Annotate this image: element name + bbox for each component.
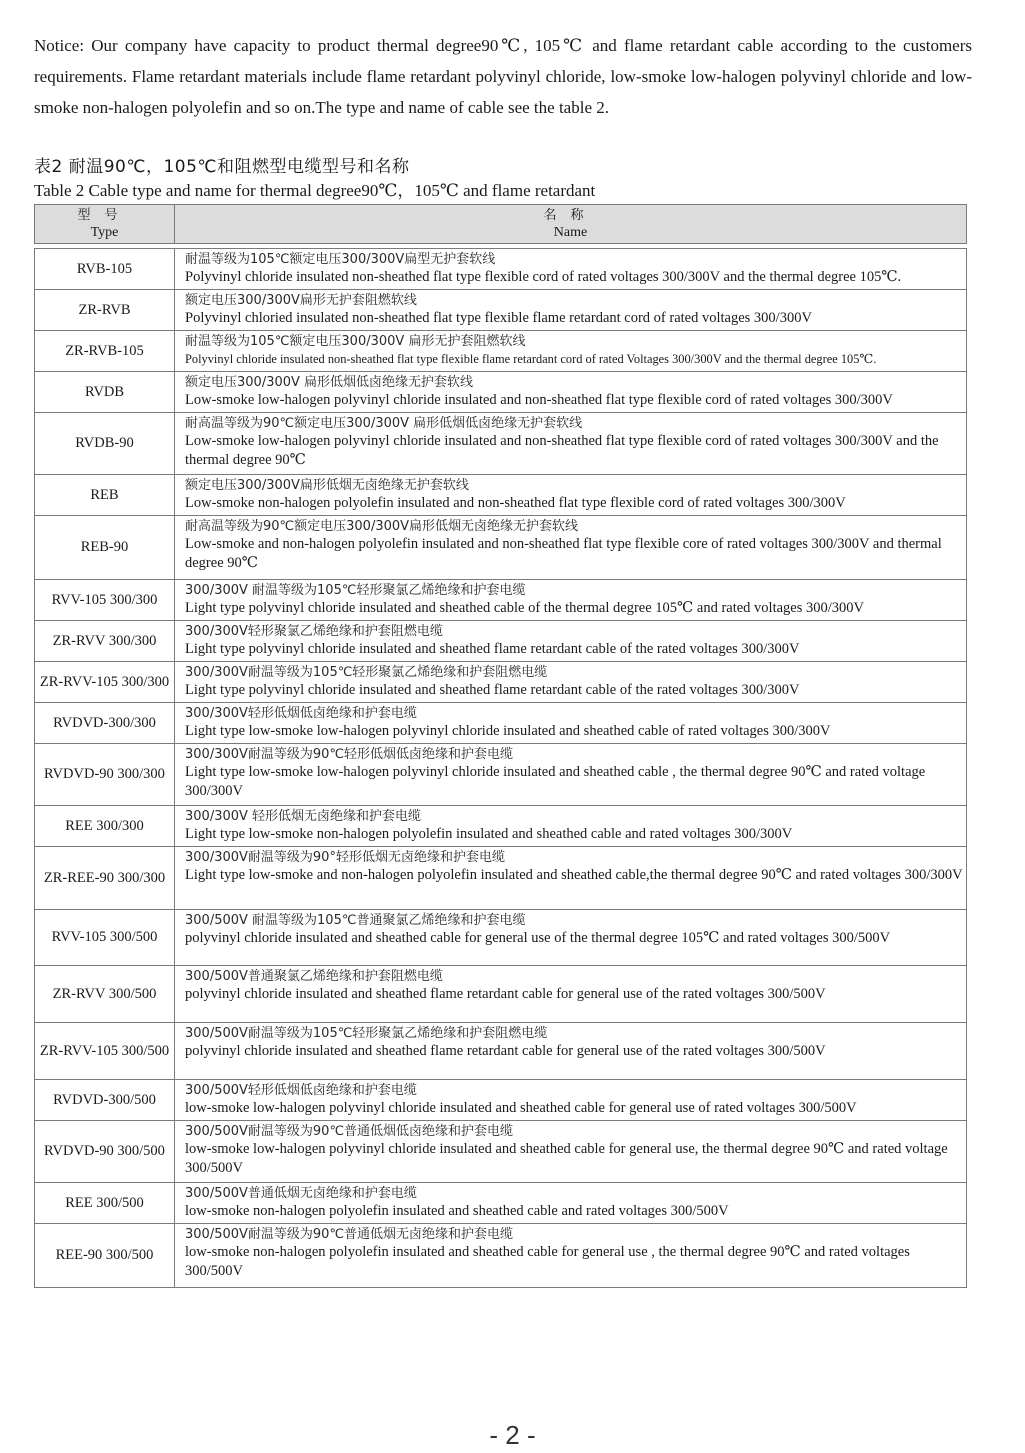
cable-type: ZR-RVV-105 300/500	[35, 1023, 175, 1080]
name-chinese: 额定电压300/300V 扁形低烟低卤绝缘无护套软线	[185, 375, 474, 390]
name-english: Polyvinyl chloride insulated non-sheathed flat type flexible cord of rated voltages 300/300V and the thermal degree 105℃.	[185, 269, 902, 285]
name-english: Light type low-smoke low-halogen polyvinyl chloride insulated and sheathed cable , the thermal degree 90℃ and rated voltage 300/300V	[185, 764, 926, 799]
name-english: low-smoke non-halogen polyolefin insulated and sheathed cable and rated voltages 300/500V	[185, 1203, 729, 1219]
cable-name	[175, 580, 967, 621]
name-header-chinese: 名称	[543, 208, 598, 223]
cable-name	[175, 1023, 967, 1080]
table-row	[35, 744, 967, 806]
cable-type: ZR-REE-90 300/300	[35, 847, 175, 910]
name-chinese: 额定电压300/300V扁形低烟无卤绝缘无护套软线	[185, 478, 469, 493]
notice-paragraph: Notice: Our company have capacity to product thermal degree90℃, 105℃ and flame retardant cable according to the customers requirements. Flame retardant materials include flame retardant polyvinyl chloride, low-smoke low-halogen polyvinyl chloride and low-smoke non-halogen polyolefin and so on.The type and name of cable see the table 2.	[34, 36, 972, 117]
name-chinese: 耐高温等级为90℃额定电压300/300V扁形低烟无卤绝缘无护套软线	[185, 519, 579, 534]
table-row	[35, 662, 967, 703]
cable-name	[175, 331, 967, 372]
name-chinese: 300/300V轻形低烟低卤绝缘和护套电缆	[185, 706, 417, 721]
name-chinese: 300/500V耐温等级为90℃普通低烟低卤绝缘和护套电缆	[185, 1124, 514, 1139]
name-chinese: 300/300V耐温等级为90°轻形低烟无卤绝缘和护套电缆	[185, 850, 505, 865]
name-chinese: 300/500V耐温等级为90℃普通低烟无卤绝缘和护套电缆	[185, 1227, 514, 1242]
name-english: Low-smoke and non-halogen polyolefin insulated and non-sheathed flat type flexible core of rated voltages 300/300V and thermal degree 90℃	[185, 536, 942, 571]
cable-name	[175, 249, 967, 290]
cable-type: REE-90 300/500	[35, 1224, 175, 1288]
name-chinese: 300/500V耐温等级为105℃轻形聚氯乙烯绝缘和护套阻燃电缆	[185, 1026, 548, 1041]
name-english: Low-smoke non-halogen polyolefin insulated and non-sheathed flat type flexible cord of rated voltages 300/300V	[185, 495, 846, 511]
type-header-english: Type	[90, 225, 119, 240]
cable-name	[175, 1121, 967, 1183]
cable-name	[175, 413, 967, 475]
name-english: Light type polyvinyl chloride insulated and sheathed flame retardant cable of the rated voltages 300/300V	[185, 682, 800, 698]
name-chinese: 耐温等级为105℃额定电压300/300V 扁形无护套阻燃软线	[185, 334, 526, 349]
table-row	[35, 1080, 967, 1121]
table-row	[35, 475, 967, 516]
table-row	[35, 621, 967, 662]
cable-name	[175, 621, 967, 662]
cable-type: REB-90	[35, 516, 175, 580]
table-row	[35, 249, 967, 290]
table-row	[35, 847, 967, 910]
cable-type: ZR-RVV-105 300/300	[35, 662, 175, 703]
name-english: low-smoke low-halogen polyvinyl chloride insulated and sheathed cable for general use of rated voltages 300/500V	[185, 1100, 857, 1116]
cable-type: RVB-105	[35, 249, 175, 290]
cable-name	[175, 475, 967, 516]
cable-type: RVDB	[35, 372, 175, 413]
page-number: - 2 -	[489, 1420, 536, 1450]
cable-type: REE 300/300	[35, 806, 175, 847]
name-chinese: 300/500V轻形低烟低卤绝缘和护套电缆	[185, 1083, 417, 1098]
type-header-chinese: 型号	[77, 208, 132, 223]
name-english: low-smoke non-halogen polyolefin insulated and sheathed cable for general use , the thermal degree 90℃ and rated voltages 300/500V	[185, 1244, 910, 1279]
cable-type: RVDVD-90 300/500	[35, 1121, 175, 1183]
table-row	[35, 966, 967, 1023]
name-english: low-smoke low-halogen polyvinyl chloride insulated and sheathed cable for general use, the thermal degree 90℃ and rated voltage 300/500V	[185, 1141, 948, 1176]
name-chinese: 300/500V普通低烟无卤绝缘和护套电缆	[185, 1186, 417, 1201]
table-row	[35, 1023, 967, 1080]
cable-name	[175, 1080, 967, 1121]
table-row	[35, 1121, 967, 1183]
name-english: Low-smoke low-halogen polyvinyl chloride insulated and non-sheathed flat type flexible cord of rated voltages 300/300V and the thermal degree 90℃	[185, 433, 939, 468]
name-english: polyvinyl chloride insulated and sheathed flame retardant cable for general use of the rated voltages 300/500V	[185, 986, 826, 1002]
name-column-header	[175, 205, 967, 244]
name-chinese: 300/300V 耐温等级为105℃轻形聚氯乙烯绝缘和护套电缆	[185, 583, 526, 598]
table-row	[35, 580, 967, 621]
table-row	[35, 290, 967, 331]
name-chinese: 耐温等级为105℃额定电压300/300V扁型无护套软线	[185, 252, 496, 267]
name-english: Polyvinyl chloride insulated non-sheathed flat type flexible flame retardant cord of rated Voltages 300/300V and the thermal degree 105℃.	[185, 352, 877, 366]
cable-type-table	[34, 204, 967, 1288]
name-chinese: 300/500V普通聚氯乙烯绝缘和护套阻燃电缆	[185, 969, 443, 984]
name-chinese: 300/300V耐温等级为90℃轻形低烟低卤绝缘和护套电缆	[185, 747, 514, 762]
name-english: Polyvinyl chloried insulated non-sheathed flat type flexible flame retardant cord of rated voltages 300/300V	[185, 310, 812, 326]
cable-type: REB	[35, 475, 175, 516]
cable-type: ZR-RVV 300/300	[35, 621, 175, 662]
cable-name	[175, 847, 967, 910]
name-chinese: 耐高温等级为90℃额定电压300/300V 扁形低烟低卤绝缘无护套软线	[185, 416, 583, 431]
table-header-row	[35, 205, 967, 244]
cable-name	[175, 662, 967, 703]
table-row	[35, 1224, 967, 1288]
name-english: Low-smoke low-halogen polyvinyl chloride insulated and non-sheathed flat type flexible cord of rated voltages 300/300V	[185, 392, 893, 408]
cable-type: RVV-105 300/500	[35, 910, 175, 966]
table-caption-english: Table 2 Cable type and name for thermal degree90℃，105℃ and flame retardant	[34, 181, 596, 200]
cable-name	[175, 806, 967, 847]
table-row	[35, 372, 967, 413]
table-row	[35, 413, 967, 475]
table-caption-chinese: 表2 耐温90℃，105℃和阻燃型电缆型号和名称	[34, 157, 410, 177]
name-english: Light type polyvinyl chloride insulated and sheathed flame retardant cable of the rated voltages 300/300V	[185, 641, 800, 657]
cable-name	[175, 372, 967, 413]
cable-type: RVDVD-300/500	[35, 1080, 175, 1121]
cable-name	[175, 1183, 967, 1224]
cable-type: RVDB-90	[35, 413, 175, 475]
name-english: polyvinyl chloride insulated and sheathed cable for general use of the thermal degree 105℃ and rated voltages 300/500V	[185, 930, 891, 946]
name-english: polyvinyl chloride insulated and sheathed flame retardant cable for general use of the rated voltages 300/500V	[185, 1043, 826, 1059]
table-row	[35, 703, 967, 744]
table-row	[35, 806, 967, 847]
table-row	[35, 516, 967, 580]
name-chinese: 额定电压300/300V扁形无护套阻燃软线	[185, 293, 417, 308]
cable-type: RVDVD-300/300	[35, 703, 175, 744]
name-chinese: 300/300V耐温等级为105℃轻形聚氯乙烯绝缘和护套阻燃电缆	[185, 665, 548, 680]
table-row	[35, 1183, 967, 1224]
cable-name	[175, 744, 967, 806]
cable-type: REE 300/500	[35, 1183, 175, 1224]
cable-name	[175, 516, 967, 580]
table-row	[35, 331, 967, 372]
cable-type: ZR-RVV 300/500	[35, 966, 175, 1023]
type-column-header	[35, 205, 175, 244]
cable-name	[175, 910, 967, 966]
cable-name	[175, 290, 967, 331]
cable-name	[175, 966, 967, 1023]
cable-type: ZR-RVB-105	[35, 331, 175, 372]
name-english: Light type low-smoke and non-halogen polyolefin insulated and sheathed cable,the thermal degree 90℃ and rated voltages 300/300V	[185, 867, 963, 883]
name-english: Light type low-smoke non-halogen polyolefin insulated and sheathed cable and rated voltages 300/300V	[185, 826, 793, 842]
name-english: Light type low-smoke low-halogen polyvinyl chloride insulated and sheathed cable of rated voltages 300/300V	[185, 723, 831, 739]
cable-type: RVV-105 300/300	[35, 580, 175, 621]
table-row	[35, 910, 967, 966]
name-english: Light type polyvinyl chloride insulated and sheathed cable of the thermal degree 105℃ and rated voltages 300/300V	[185, 600, 864, 616]
name-chinese: 300/500V 耐温等级为105℃普通聚氯乙烯绝缘和护套电缆	[185, 913, 526, 928]
name-header-english: Name	[553, 225, 588, 240]
name-chinese: 300/300V轻形聚氯乙烯绝缘和护套阻燃电缆	[185, 624, 443, 639]
cable-type: RVDVD-90 300/300	[35, 744, 175, 806]
cable-type: ZR-RVB	[35, 290, 175, 331]
cable-name	[175, 703, 967, 744]
cable-name	[175, 1224, 967, 1288]
name-chinese: 300/300V 轻形低烟无卤绝缘和护套电缆	[185, 809, 422, 824]
